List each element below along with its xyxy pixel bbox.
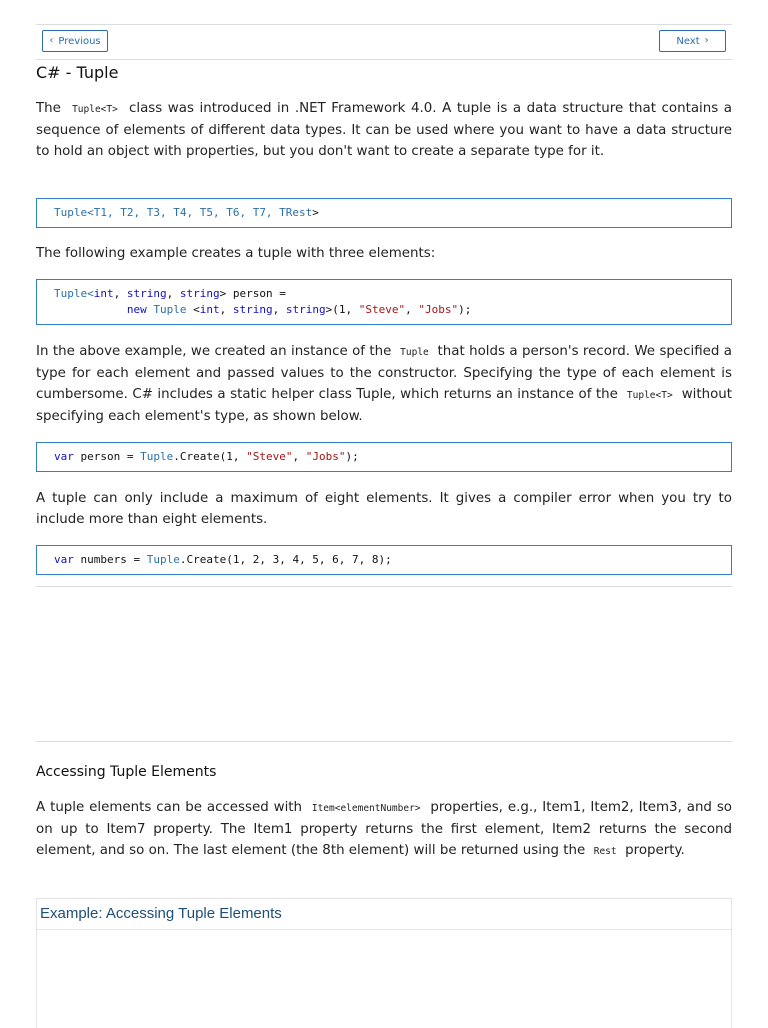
code-block-tuple-person: Tuple<int, string, string> person = new Tuple <int, string, string>(1, "Steve", "Jobs"); [36, 279, 732, 325]
chevron-left-icon: ‹ [49, 35, 54, 46]
intro-paragraph: The Tuple<T> class was introduced in .NET Framework 4.0. A tuple is a data structure that contains a sequence of elements of different data types. It can be used where you want to have a data structure to hold an object with properties, but you don't want to create a separate type for it. [36, 101, 732, 159]
code-block-tuple-numbers: var numbers = Tuple.Create(1, 2, 3, 4, 5, 6, 7, 8); [36, 545, 732, 575]
paragraph-instance: In the above example, we created an instance of the Tuple that holds a person's record. We specified a type for each element and passed values to the constructor. Specifying the type of each element is cumbersome. C# includes a static helper class Tuple, which returns an instance of the Tuple<T> without specifying each element's type, as shown below. [36, 344, 733, 424]
example-title: Example: Accessing Tuple Elements [37, 899, 731, 930]
inline-code: Tuple<T> [626, 390, 673, 401]
next-button[interactable] [659, 30, 726, 52]
section-divider [36, 741, 732, 742]
paragraph-max-elements: A tuple can only include a maximum of eight elements. It gives a compiler error when you try to include more than eight elements. [36, 491, 732, 527]
paragraph-accessing: A tuple elements can be accessed with Item<elementNumber> properties, e.g., Item1, Item2, Item3, and so on up to Item7 property. The Item1 property returns the first element, Item2 returns the second element, and so on. The last element (the 8th element) will be returned using the Rest property. [36, 800, 732, 858]
chevron-right-icon: › [704, 35, 709, 46]
inline-code: Item<elementNumber> [311, 803, 421, 814]
inline-code: Tuple<T> [72, 104, 118, 115]
example-panel [36, 898, 732, 1028]
page-title: C# - Tuple [36, 63, 119, 82]
section-divider [36, 586, 732, 587]
previous-button[interactable] [42, 30, 108, 52]
previous-label: Previous [58, 35, 101, 47]
code-block-tuple-create: var person = Tuple.Create(1, "Steve", "Jobs"); [36, 442, 732, 472]
section-title: Accessing Tuple Elements [36, 764, 217, 780]
inline-code: Tuple [400, 347, 429, 358]
inline-code: Rest [593, 846, 617, 857]
paragraph-example-intro: The following example creates a tuple with three elements: [36, 246, 436, 261]
next-label: Next [676, 35, 700, 47]
code-block-tuple-signature: Tuple<T1, T2, T3, T4, T5, T6, T7, TRest> [36, 198, 732, 228]
nav-divider [36, 59, 732, 60]
top-divider [36, 24, 732, 25]
